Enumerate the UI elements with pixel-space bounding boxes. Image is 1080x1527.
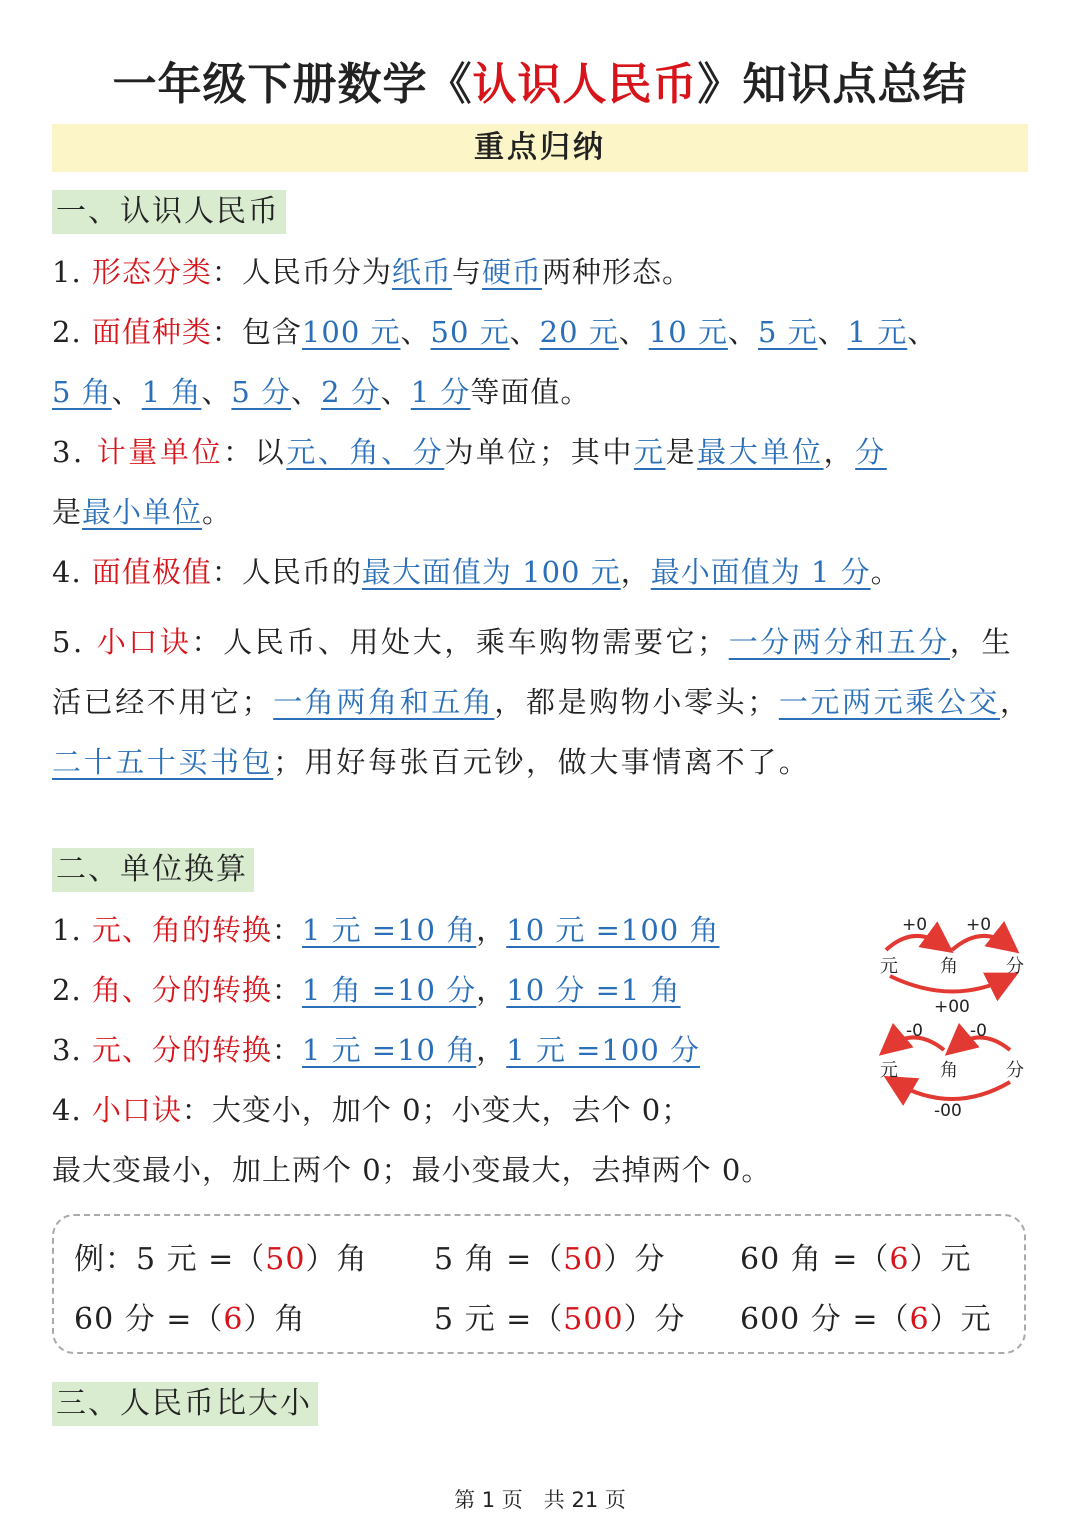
arrow-yuan-to-jiao: [886, 936, 944, 950]
page-footer: 第 1 页 共 21 页: [454, 1488, 626, 1512]
page-title: [0, 48, 1080, 112]
example-3: 60 角 =（6）元: [740, 1242, 972, 1277]
key-term: 纸币: [391, 255, 452, 289]
label-plus0-b: +0: [966, 915, 992, 935]
item-label: 面值种类: [91, 315, 212, 349]
item-label: 元、角的转换: [91, 913, 272, 947]
example-4: 60 分 =（6）角: [74, 1302, 306, 1337]
item-label: 计量单位: [96, 435, 224, 469]
item-label: 面值极值: [91, 555, 212, 589]
title-prefix: 一年级下册数学《: [112, 59, 473, 110]
unit-fen: 分: [1006, 956, 1024, 977]
title-highlight: 认识人民币: [472, 59, 698, 110]
s1-item-2-line2: 5 角、1 角、5 分、2 分、1 分等面值。: [52, 375, 591, 409]
s2-item-2: 2. 角、分的转换：1 角 =10 分，10 分 =1 角: [52, 973, 681, 1007]
item-label: 小口诀: [96, 625, 192, 659]
unit-yuan: 元: [880, 956, 898, 977]
s2-item-4-line2: 最大变最小，加上两个 0；最小变最大，去掉两个 0。: [52, 1153, 772, 1187]
unit-yuan-2: 元: [880, 1060, 898, 1081]
item-number: 1.: [52, 255, 82, 289]
s1-item-1: 1. 形态分类：人民币分为纸币与硬币两种形态。: [52, 255, 692, 289]
s2-item-3: 3. 元、分的转换：1 元 =10 角，1 元 =100 分: [52, 1033, 701, 1067]
section-heading-3: 三、人民币比大小: [52, 1382, 318, 1426]
item-label: 元、分的转换: [91, 1033, 272, 1067]
example-5: 5 元 =（500）分: [434, 1302, 686, 1337]
arrow-jiao-to-fen: [952, 936, 1010, 950]
s1-item-3-line1: 3. 计量单位：以元、角、分为单位；其中元是最大单位，分: [52, 435, 887, 469]
s1-item-5: 5. 小口诀：人民币、用处大，乘车购物需要它；一分两分和五分，生活已经不用它；一角两角和五角，都是购物小零头；一元两元乘公交，二十五十买书包；用好每张百元钞，做大事情离不了。: [52, 625, 1032, 779]
label-minus0-b: -0: [970, 1021, 987, 1041]
arrow-yuan-to-fen: [890, 976, 1008, 992]
label-minus00: -00: [934, 1101, 962, 1121]
unit-conversion-diagram: [872, 910, 1042, 1125]
section-heading-2: 二、单位换算: [52, 848, 254, 892]
s1-item-4: 4. 面值极值：人民币的最大面值为 100 元，最小面值为 1 分。: [52, 555, 901, 589]
item-label: 角、分的转换: [91, 973, 272, 1007]
unit-jiao: 角: [940, 956, 958, 977]
title-suffix: 》知识点总结: [697, 59, 968, 110]
s2-item-1: 1. 元、角的转换：1 元 =10 角，10 元 =100 角: [52, 913, 720, 947]
examples-box: [52, 1214, 1026, 1354]
key-points-banner: 重点归纳: [52, 124, 1028, 172]
label-plus0-a: +0: [902, 915, 928, 935]
unit-fen-2: 分: [1006, 1060, 1024, 1081]
item-label: 形态分类: [91, 255, 212, 289]
example-2: 5 角 =（50）分: [434, 1242, 666, 1277]
s2-item-4-line1: 4. 小口诀：大变小，加个 0；小变大，去个 0；: [52, 1093, 692, 1127]
example-6: 600 分 =（6）元: [740, 1302, 992, 1337]
example-1: 例：5 元 =（50）角: [74, 1242, 368, 1277]
label-minus0-a: -0: [906, 1021, 923, 1041]
section-heading-1: 一、认识人民币: [52, 190, 286, 234]
item-label: 小口诀: [91, 1093, 182, 1127]
unit-jiao-2: 角: [940, 1060, 958, 1081]
s1-item-3-line2: 是最小单位。: [52, 495, 233, 529]
arrow-fen-to-yuan: [894, 1082, 1010, 1099]
key-term: 硬币: [481, 255, 542, 289]
s1-item-2-line1: 2. 面值种类：包含100 元、50 元、20 元、10 元、5 元、1 元、: [52, 315, 938, 349]
label-plus00: +00: [934, 997, 970, 1017]
